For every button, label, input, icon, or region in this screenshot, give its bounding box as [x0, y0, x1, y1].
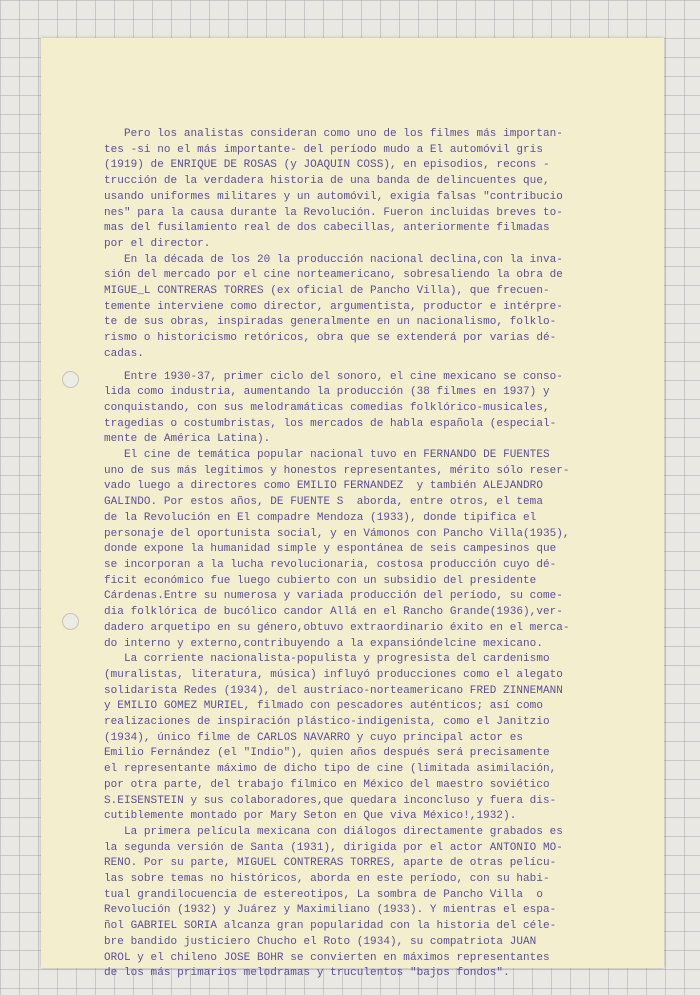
text-line: El cine de temática popular nacional tuvo en FERNANDO DE FUENTES — [104, 449, 550, 462]
text-line: La primera película mexicana con diálogos directamente grabados es — [104, 825, 563, 838]
punch-hole — [62, 613, 79, 630]
text-line: bre bandido justiciero Chucho el Roto (1934), su compatriota JUAN — [104, 935, 537, 948]
text-line: de la Revolución en El compadre Mendoza (1933), donde tipifica el — [104, 511, 537, 524]
text-line: nes" para la causa durante la Revolución. Fueron incluidas breves to- — [104, 206, 563, 219]
text-line: cadas. — [104, 347, 144, 360]
text-line: GALINDO. Por estos años, DE FUENTE S aborda, entre otros, el tema — [104, 496, 543, 509]
text-line: personaje del oportunista social, y en Vámonos con Pancho Villa(1935), — [104, 527, 570, 540]
text-line: sión del mercado por el cine norteamericano, sobresaliendo la obra de — [104, 269, 563, 282]
text-line: ficit económico fue luego cubierto con un subsidio del presidente — [104, 574, 537, 587]
text-line: La corriente nacionalista-populista y progresista del cardenismo — [104, 653, 550, 666]
text-line: do interno y externo,contribuyendo a la expansióndelcine mexicano. — [104, 637, 543, 650]
text-line: Revolución (1932) y Juárez y Maximiliano (1933). Y mientras el espa- — [104, 904, 557, 917]
text-line: Entre 1930-37, primer ciclo del sonoro, el cine mexicano se conso- — [104, 370, 563, 383]
text-line: (1934), único filme de CARLOS NAVARRO y cuyo principal actor es — [104, 731, 524, 744]
text-line: rismo o historicismo retóricos, obra que se extenderá por varias dé- — [104, 332, 557, 345]
text-line: de los más primarios melodramas y truculentos "bajos fondos". — [104, 967, 510, 980]
text-line: Pero los analistas consideran como uno de los filmes más importan- — [104, 128, 563, 140]
text-line: el representante máximo de dicho tipo de cine (limitada asimilación, — [104, 763, 557, 776]
text-line: mente de América Latina). — [104, 433, 271, 446]
text-line: mas del fusilamiento real de dos cabecillas, anteriormente filmadas — [104, 222, 550, 235]
text-line: te de sus obras, inspiradas generalmente en un nacionalismo, folklo- — [104, 316, 557, 329]
text-line: y EMILIO GOMEZ MURIEL, filmado con pescadores auténticos; así como — [104, 700, 543, 713]
text-line: por el director. — [104, 237, 211, 250]
text-line: usando uniformes militares y un automóvil, exigía falsas "contribucio — [104, 190, 563, 203]
text-line: solidarista Redes (1934), del austríaco-norteamericano FRED ZINNEMANN — [104, 684, 563, 697]
text-line: vado luego a directores como EMILIO FERNANDEZ y también ALEJANDRO — [104, 480, 543, 493]
text-line: tual grandilocuencia de estereotipos, La sombra de Pancho Villa o — [104, 888, 543, 901]
text-line: conquistando, con sus melodramáticas comedias folklórico-musicales, — [104, 401, 550, 414]
text-line: lida como industria, aumentando la producción (38 filmes en 1937) y — [104, 386, 550, 399]
text-line: RENO. Por su parte, MIGUEL CONTRERAS TORRES, aparte de otras pelícu- — [104, 857, 557, 870]
text-line: En la década de los 20 la producción nacional declina,con la inva- — [104, 253, 563, 266]
text-line: Cárdenas.Entre su numerosa y variada producción del período, su come- — [104, 590, 563, 603]
text-line: donde expone la humanidad simple y espontánea de seis campesinos que — [104, 543, 557, 556]
punch-hole — [62, 371, 79, 388]
text-line: trucción de la verdadera historia de una banda de delincuentes que, — [104, 175, 550, 188]
text-line: ñol GABRIEL SORIA alcanza gran popularidad con la historia del céle- — [104, 920, 557, 933]
text-line: MIGUE_L CONTRERAS TORRES (ex oficial de Pancho Villa), que frecuen- — [104, 285, 550, 298]
text-line: S.EISENSTEIN y sus colaboradores,que quedara inconcluso y fuera dis- — [104, 794, 557, 807]
text-line: uno de sus más legítimos y honestos representantes, mérito sólo reser- — [104, 464, 570, 477]
typewritten-text — [104, 127, 614, 982]
text-line: dadero arquetipo en su género,obtuvo extraordinario éxito en el merca- — [104, 621, 570, 634]
text-line: realizaciones de inspiración plástico-indigenista, como el Janitzio — [104, 716, 550, 729]
text-line: cutiblemente montado por Mary Seton en Que viva México!,1932). — [104, 810, 517, 823]
text-line: tragedias o costumbristas, los mercados de habla española (especial- — [104, 417, 557, 430]
text-line: Emilio Fernández (el "Indio"), quien años después será precisamente — [104, 747, 550, 760]
text-line: la segunda versión de Santa (1931), dirigida por el actor ANTONIO MO- — [104, 841, 563, 854]
text-line: se incorporan a la lucha revolucionaria, costosa producción cuyo dé- — [104, 558, 557, 571]
text-line: tes -si no el más importante- del período mudo a El automóvil gris — [104, 143, 543, 156]
text-line: temente interviene como director, argumentista, productor e intérpre- — [104, 300, 563, 313]
text-line: (1919) de ENRIQUE DE ROSAS (y JOAQUIN COSS), en episodios, recons - — [104, 159, 550, 172]
text-line: OROL y el chileno JOSE BOHR se convierten en máximos representantes — [104, 951, 550, 964]
text-line: las sobre temas no históricos, aborda en este período, con su habi- — [104, 873, 550, 886]
text-line: dia folklórica de bucólico candor Allá en el Rancho Grande(1936),ver- — [104, 606, 563, 619]
paragraph-gap — [104, 363, 614, 370]
text-line: (muralistas, literatura, música) influyó producciones como el alegato — [104, 668, 563, 681]
text-line: por otra parte, del trabajo fílmico en México del maestro soviético — [104, 778, 550, 791]
